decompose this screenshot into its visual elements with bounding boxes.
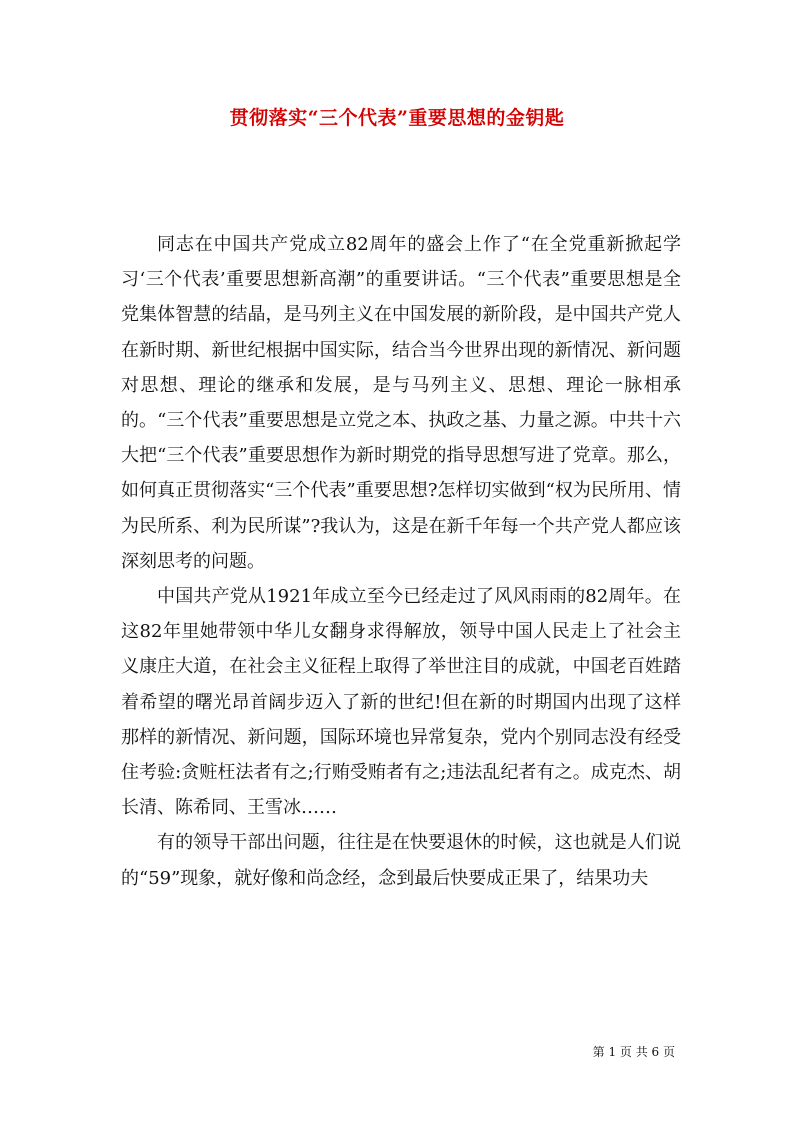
document-title: 贯彻落实“三个代表”重要思想的金钥匙 [229,107,565,129]
paragraph-1: 同志在中国共产党成立82周年的盛会上作了“在全党重新掀起学习‘三个代表’重要思想新高潮”的重要讲话。“三个代表”重要思想是全党集体智慧的结晶，是马列主义在中国发展的新阶段，是中国共产党人在新时期、新世纪根据中国实际，结合当今世界出现的新情况、新问题对思想、理论的继承和发展，是与马列主义、思想、理论一脉相承的。“三个代表”重要思想是立党之本、执政之基、力量之源。中共十六大把“三个代表”重要思想作为新时期党的指导思想写进了党章。那么，如何真正贯彻落实“三个代表”重要思想?怎样切实做到“权为民所用、情为民所系、利为民所谋”?我认为，这是在新千年每一个共产党人都应该深刻思考的问题。 [121,234,681,572]
paragraph-2: 中国共产党从1921年成立至今已经走过了风风雨雨的82周年。在这82年里她带领中华儿女翻身求得解放，领导中国人民走上了社会主义康庄大道，在社会主义征程上取得了举世注目的成就，中国老百姓踏着希望的曙光昂首阔步迈入了新的世纪!但在新的时期国内出现了这样那样的新情况、新问题，国际环境也异常复杂，党内个别同志没有经受住考验:贪赃枉法者有之;行贿受贿者有之;违法乱纪者有之。成克杰、胡长清、陈希同、王雪冰…… [121,586,681,819]
page-footer: 第 1 页 共 6 页 [592,1045,675,1059]
document-body [121,227,681,896]
paragraph-3: 有的领导干部出问题，往往是在快要退休的时候，这也就是人们说的“59”现象，就好像和尚念经，念到最后快要成正果了，结果功夫 [121,832,681,889]
